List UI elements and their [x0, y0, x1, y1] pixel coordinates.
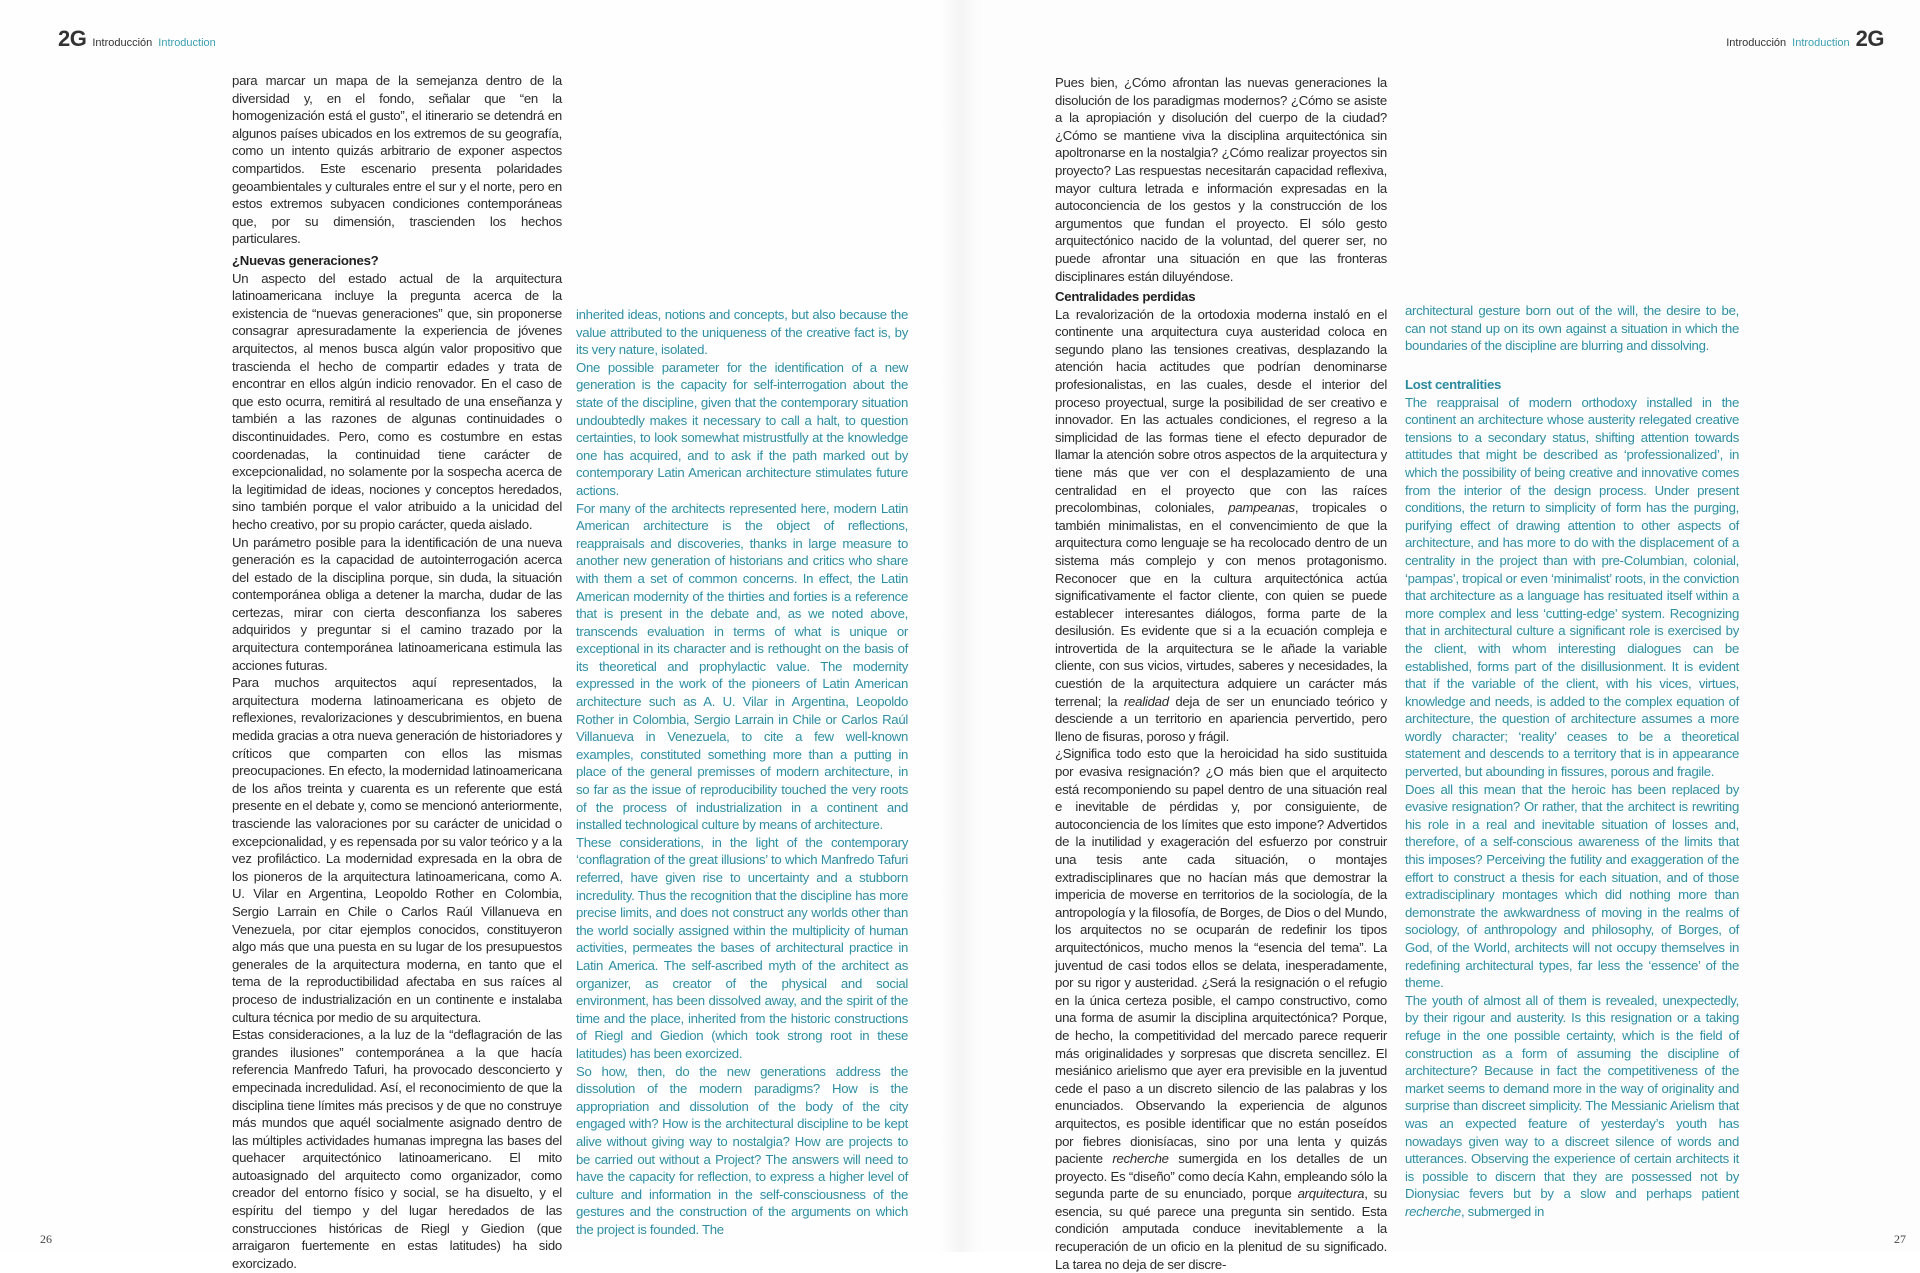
magazine-logo: 2G: [58, 26, 87, 51]
italic-term: arquitectura: [1297, 1186, 1365, 1202]
italic-term: recherche: [1405, 1203, 1461, 1219]
section-heading: Centralidades perdidas: [1055, 289, 1196, 304]
section-label-es: Introducción: [92, 37, 153, 49]
paragraph: para marcar un mapa de la semejanza dentro de la diversidad y, en el fondo, señalar que “en la homogenización está el gusto”, el itinerario se detendrá en algunos países ubicados en los extremos de su geografía, como un intento quizás arbitrario de exponer aspectos compartidos. Este escenario presenta polaridades geoambientales y culturales entre el sur y el norte, pero en estos extremos subyacen condiciones contemporáneas que, por su dimensión, trascienden los hechos particulares.: [232, 73, 562, 247]
paragraph: One possible parameter for the identification of a new generation is the capacity for self-interrogation about the state of the discipline, given that the contemporary situation undoubtedly makes it necessary to call a halt, to question certainties, to look somewhat mistrustfully at the knowledge one has acquired, and to ask if the path marked out by contemporary Latin American architecture stimulates future actions.: [576, 359, 908, 498]
paragraph: architectural gesture born out of the will, the desire to be, can not stand up on its own against a situation in which the boundaries of the discipline are blurring and dissolving.: [1405, 303, 1739, 354]
running-head-right: [1726, 26, 1884, 52]
text-run: , tropicales o también minimalistas, en el convencimiento de que la arquitectura como lenguaje se ha recolocado dentro de un sistema más complejo y con menos protagonismo. Reconocer que en la cultura arquitectónica actúa significativamente el factor cliente, con quien se puede establecer interesantes diálogos, forma parte de la desilusión. Es evidente que si a la ecuación compleja e introvertida de la arquitectura se le añade la variable cliente, con sus vicios, virtudes, saberes y necesidades, la cuestión de la arquitectura adquiere un carácter más terrenal; la: [1055, 500, 1387, 709]
column-spanish-1-body: [232, 252, 562, 1272]
paragraph: [1405, 992, 1739, 1221]
column-spanish-1: [232, 72, 562, 248]
magazine-logo: 2G: [1855, 26, 1884, 51]
italic-term: recherche: [1112, 1151, 1169, 1167]
running-head-left: [58, 26, 216, 52]
paragraph: Pues bien, ¿Cómo afrontan las nuevas generaciones la disolución de los paradigmas modernos? ¿Cómo se asiste a la apropiación y disolución del cuerpo de la ciudad? ¿Cómo se mantiene viva la disciplina arquitectónica sin apoltronarse en la nostalgia? ¿Cómo realizar proyectos sin proyecto? Las respuestas necesitarán capacidad reflexiva, mayor cultura letrada e información expresadas en la autoconciencia de los gestos y la construcción de los argumentos que fundan el proyecto. El sólo gesto arquitectónico nacido de la voluntad, del querer ser, no puede afrontar una situación en que las fronteras disciplinares están diluyéndose.: [1055, 75, 1387, 284]
paragraph: Un parámetro posible para la identificación de una nueva generación es la capacidad de autointerrogación acerca del estado de la disciplina porque, sin duda, la situación contemporánea obliga a detener la marcha, dudar de las certezas, mirar con cierta desconfianza los saberes adquiridos y preguntar si el camino trazado por la arquitectura contemporánea latinoamericana estimula las acciones futuras.: [232, 534, 562, 673]
page-number-right: 27: [1894, 1232, 1906, 1246]
paragraph: The reappraisal of modern orthodoxy installed in the continent an architecture whose austerity relegated creative tensions to a secondary status, shifting attention towards attitudes that might be described as ‘professionalized’, in which the possibility of being creative and innovative comes from the interior of the design process. Under present conditions, the return to simplicity of form has the purging, purifying effect of drawing attention to other aspects of architecture, and has more to do with the displacement of a centrality in the project than with pre-Columbian, colonial, ‘pampas’, tropical or even ‘minimalist’ roots, in the conviction that architecture as a language has resituated itself within a more complex and less ‘cutting-edge’ system. Recognizing that in architectural culture a significant role is exercised by the client, with whom interesting dialogues can be established, forms part of the disillusionment. It is evident that if the variable of the client, with his vices, virtues, knowledge and needs, is added to the complex equation of architecture, the question of architecture assumes a more wordly character; ‘reality’ ceases to be a theoretical statement and descends to a territory that is in appearance perverted, but abounding in fissures, porous and fragile.: [1405, 394, 1739, 780]
paragraph: For many of the architects represented here, modern Latin American architecture is the object of reflections, reappraisals and discoveries, thanks in large measure to another new generation of historians and critics who share with them a set of common concerns. In effect, the Latin American modernity of the thirties and forties is a reference that is present in the debate and, as we noted above, transcends evaluation in terms of what is unique or exceptional in its character and is rethought on the basis of its theoretical and prophylactic value. The modernity expressed in the work of the pioneers of Latin American architecture such as A. U. Vilar in Argentina, Leopoldo Rother in Colombia, Sergio Larrain in Chile or Carlos Raúl Villanueva in Venezuela, to cite a few well-known examples, constituted something more than a putting in place of the general premisses of modern architecture, in so far as the issue of reproducibility touched the very roots of the process of industrialization in a continent and installed technological culture by means of architecture.: [576, 500, 908, 833]
page-number-left: 26: [40, 1232, 52, 1246]
column-english-2: [1405, 302, 1739, 355]
paragraph: Does all this mean that the heroic has been replaced by evasive resignation? Or rather, that the architect is rewriting his role in a real and inevitable situation of losses and, therefore, of a self-conscious awareness of the limits that this imposes? Perceiving the futility and exaggeration of the effort to construct a thesis for each situation, and of those extradisciplinary montages which did nothing more than demonstrate the awkwardness of moving in the realms of sociology, of anthropology and philosophy, of Borges, of God, of the World, architects will not occupy themselves in redefining architectural types, far less the ‘essence’ of the theme.: [1405, 781, 1739, 991]
italic-term: pampeanas: [1228, 500, 1295, 516]
section-label-es: Introducción: [1726, 37, 1787, 49]
column-english-1: [576, 306, 908, 1238]
italic-term: realidad: [1123, 693, 1169, 709]
paragraph: These considerations, in the light of the contemporary ‘conflagration of the great illusions’ to which Manfredo Tafuri referred, have given rise to uncertainty and a stubborn incredulity. Thus the recognition that the discipline has more precise limits, and does not construct any worlds other than the world socially assigned within the multiplicity of human activities, permeates the bases of architectural practice in Latin America. The self-ascribed myth of the architect as organizer, as creator of the physical and social environment, has been dissolved away, and the spirit of the time and the place, inherited from the historic constructions of Riegl and Giedion (which took strong root in these latitudes) has been exorcized.: [576, 834, 908, 1061]
section-label-en: Introduction: [1792, 37, 1850, 49]
section-label-en: Introduction: [158, 37, 216, 49]
text-run: The youth of almost all of them is revealed, unexpectedly, by their rigour and austerity. Is this resignation or a taking refuge in the one possible certainty, which is the field of construction as a form of assuming the discipline of architecture? Because in fact the competitiveness of the market seems to demand more in the way of originality and surprise than discreet simplicity. The Messianic Arielism that was an expected feature of yesterday’s youth has nowadays given way to a discreet silence of words and utterances. Observing the experience of certain architects it is possible to discern that they are possessed not by Dionysiac fevers but by a slow and perhaps patient: [1405, 992, 1739, 1202]
paragraph: inherited ideas, notions and concepts, but also because the value attributed to the uniqueness of the creative fact is, by its very nature, isolated.: [576, 307, 908, 358]
paragraph: Para muchos arquitectos aquí representados, la arquitectura moderna latinoamericana es objeto de reflexiones, revalorizaciones y descubrimientos, en buena medida gracias a otra nueva generación de historiadores y críticos que comparten con ellos las mismas preocupaciones. En efecto, la modernidad latinoamericana de los años treinta y cuarenta es un referente que está presente en el debate y, como se mencionó anteriormente, trasciende las valoraciones por su carácter de unicidad o excepcionalidad, y es repensada por su valor teórico y a la vez profiláctico. La modernidad expresada en la obra de los pioneros de la arquitectura latinoamericana, como A. U. Vilar en Argentina, Leopoldo Rother en Colombia, Sergio Larrain en Chile o Carlos Raúl Villanueva en Venezuela, por citar ejemplos conocidos, constituyeron algo más que una puesta en su lugar de los presupuestos generales de la arquitectura moderna, en tanto que el tema de la reproductibilidad afectaba en sus raíces al proceso de industrialización en un continente e instalaba cultura técnica por medio de su arquitectura.: [232, 675, 562, 1025]
paragraph: [1055, 745, 1387, 1273]
text-run: sumergida en los detalles de un proyecto. Es “diseño” como decía Kahn, empleando sólo la segunda parte de su enunciado, porque: [1055, 1151, 1387, 1202]
text-run: , su esencia, su qué parece una pregunta sin sentido. Esta condición amputada conduce inevitablemente a la recuperación de un oficio en la plenitud de su significado. La tarea no deja de ser discre-: [1055, 1186, 1387, 1272]
column-spanish-2-body: [1055, 288, 1387, 1273]
page-gutter: [940, 0, 980, 1252]
paragraph: So how, then, do the new generations address the dissolution of the modern paradigms? How is the appropriation and dissolution of the body of the city engaged with? How is the architectural discipline to be kept alive without giving way to nostalgia? How are projects to be carried out without a Project? The answers will need to have the capacity for reflection, to express a higher level of culture and information in the self-consciousness of the gestures and the construction of the arguments on which the project is founded. The: [576, 1063, 908, 1237]
text-run: deja de ser un enunciado teórico y desciende a un territorio en apariencia pervertido, pero lleno de fisuras, poroso y frágil.: [1055, 693, 1387, 744]
column-spanish-2: [1055, 74, 1387, 285]
column-english-2-body: [1405, 376, 1739, 1221]
section-heading: ¿Nuevas generaciones?: [232, 253, 379, 268]
text-run: ¿Significa todo esto que la heroicidad ha sido sustituida por evasiva resignación? ¿O más bien que el arquitecto está recomponiendo su papel dentro de una situación real e inevitable de pérdidas y, por consiguiente, de autoconciencia de los límites que esto impone? Advertidos de la inutilidad y exageración del esfuerzo por construir una tesis ante cada situación, o montajes extradisciplinares que no hacían más que demostrar la impericia de moverse en territorios de la sociología, de la antropología y la filosofía, de Borges, de Dios o del Mundo, los arquitectos no se ocuparán de redefinir los tipos arquitectónicos, mucho menos la “esencia del tema”. La juventud de casi todos ellos se delata, inesperadamente, por su rigor y austeridad. ¿Será la resignación o el refugio en la única certeza posible, el campo constructivo, como una forma de asumir la disciplina arquitectónica? Porque, de hecho, la competitividad del mercado parece requerir más originalidades y sorpresas que discreta sencillez. El mesiánico arielismo que ayer era previsible en la juventud cede el paso a un discreto silencio de las palabras y los enunciados. Observando la experiencia de algunos arquitectos, es posible identificar que no están poseídos por fiebres dionisíacas, sino por una lenta y quizás paciente: [1055, 746, 1387, 1167]
paragraph: [1055, 306, 1387, 746]
section-heading: Lost centralities: [1405, 377, 1502, 392]
paragraph: Estas consideraciones, a la luz de la “deflagración de las grandes ilusiones” contemporánea a la que hacía referencia Manfredo Tafuri, ha provocado desconcierto y empecinada incredulidad. Así, el reconocimiento de que la disciplina tiene límites más precisos y de que no construye más mundos que aquél socialmente asignado dentro de las múltiples actividades humanas impregna las bases del quehacer arquitectónico latinoamericano. El mito autoasignado del arquitecto como organizador, como creador del entorno físico y social, se ha disuelto, y el espíritu del tiempo y del lugar heredados de las construcciones históricas de Riegl y Giedion (que arraigaron fuertemente en estas latitudes) ha sido exorcizado.: [232, 1027, 562, 1271]
text-run: La revalorización de la ortodoxia moderna instaló en el continente una arquitectura cuya austeridad coloca en segundo plano las tensiones creativas, desplazando la atención hacia actitudes que podrían denominarse profesionalistas, en las cuales, desde el interior del proceso proyectual, surge la posibilidad de ser creativo e innovador. En las actuales condiciones, el regreso a la simplicidad de las formas tiene el efecto depurador de llamar la atención sobre otros aspectos de la arquitectura y tiene más que ver con el desplazamiento de una centralidad en el proyecto que con las raíces precolombinas, coloniales,: [1055, 306, 1387, 516]
text-run: , submerged in: [1460, 1203, 1544, 1219]
paragraph: Un aspecto del estado actual de la arquitectura latinoamericana incluye la pregunta acerca de la existencia de “nuevas generaciones” que, sin proponerse consagrar apresuradamente la experiencia de jóvenes arquitectos, al menos busca algún valor propositivo que trascienda el hecho de compartir edades y trata de encontrar en ellos algún indicio renovador. En el caso de que esto ocurra, remitirá al resultado de una enseñanza y también a las razones de algunas continuidades o discontinuidades. Pero, como es costumbre en estas coordenadas, la continuidad tiene carácter de excepcionalidad, no solamente por la sospecha acerca de la legitimidad de ideas, nociones y conceptos heredados, sino también porque el valor atribuido a la unicidad del hecho creativo, por su propio carácter, queda aislado.: [232, 270, 562, 532]
